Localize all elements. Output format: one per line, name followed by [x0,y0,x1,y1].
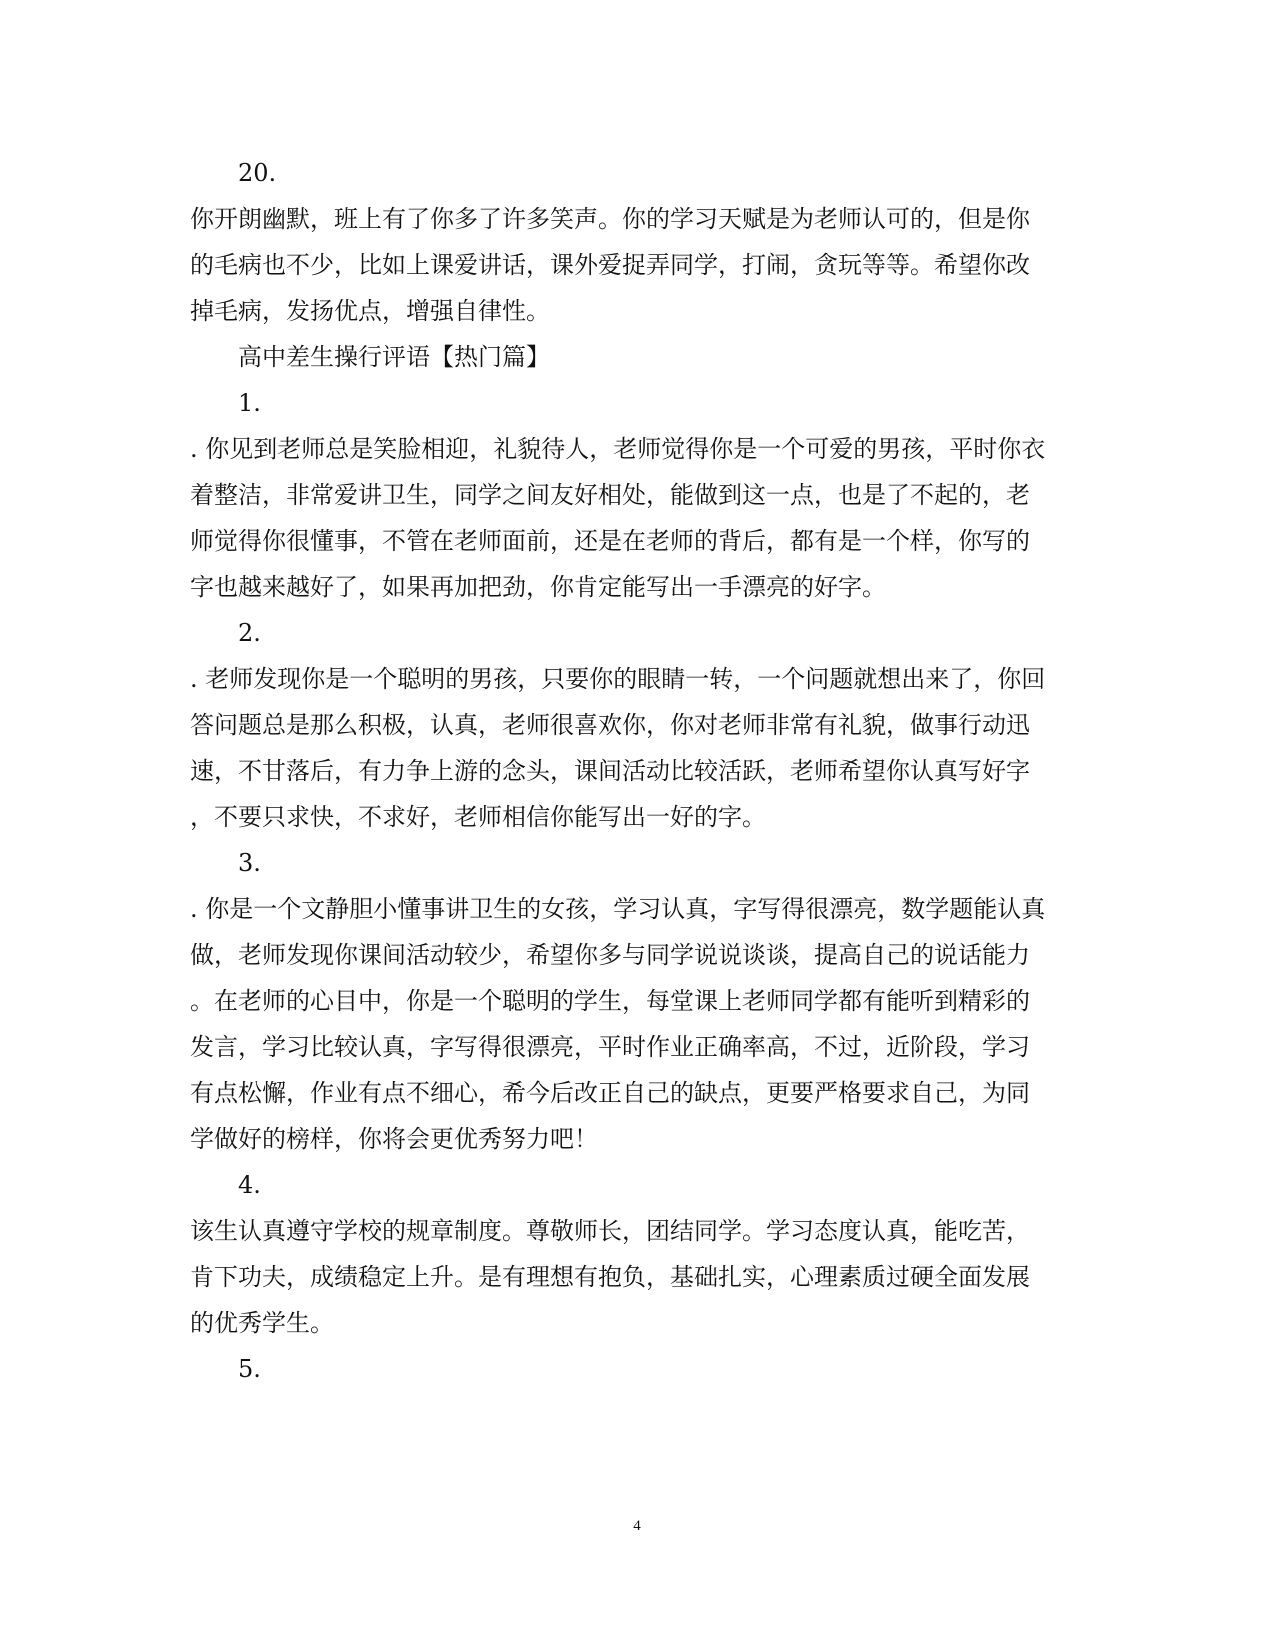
text-line: ，不要只求快，不求好，老师相信你能写出一好的字。 [190,803,766,831]
item-number-20: 20. [238,159,277,187]
text-line: 该生认真遵守学校的规章制度。尊敬师长，团结同学。学习态度认真，能吃苦， [190,1217,1030,1245]
text-line: 你开朗幽默，班上有了你多了许多笑声。你的学习天赋是为老师认可的，但是你 [190,205,1030,233]
text-line: . 老师发现你是一个聪明的男孩，只要你的眼睛一转，一个问题就想出来了，你回 [190,665,1046,693]
text-line: 。在老师的心目中，你是一个聪明的学生，每堂课上老师同学都有能听到精彩的 [190,987,1030,1015]
text-line: 速，不甘落后，有力争上游的念头，课间活动比较活跃，老师希望你认真写好字 [190,757,1030,785]
text-line: 掉毛病，发扬优点，增强自律性。 [190,297,550,325]
text-line: 发言，学习比较认真，字写得很漂亮，平时作业正确率高，不过，近阶段，学习 [190,1033,1030,1061]
item-number-3: 3. [238,849,261,877]
item-number-2: 2. [238,619,261,647]
text-line: 学做好的榜样，你将会更优秀努力吧！ [190,1125,598,1153]
text-line: 字也越来越好了，如果再加把劲，你肯定能写出一手漂亮的好字。 [190,573,886,601]
text-line: . 你是一个文静胆小懂事讲卫生的女孩，学习认真，字写得很漂亮，数学题能认真 [190,895,1046,923]
section-heading: 高中差生操行评语【热门篇】 [238,343,550,371]
text-line: 答问题总是那么积极，认真，老师很喜欢你，你对老师非常有礼貌，做事行动迅 [190,711,1030,739]
text-line: 的优秀学生。 [190,1309,334,1337]
item-number-1: 1. [238,389,261,417]
text-line: . 你见到老师总是笑脸相迎，礼貌待人，老师觉得你是一个可爱的男孩，平时你衣 [190,435,1046,463]
text-line: 着整洁，非常爱讲卫生，同学之间友好相处，能做到这一点，也是了不起的，老 [190,481,1030,509]
text-line: 做，老师发现你课间活动较少，希望你多与同学说说谈谈，提高自己的说话能力 [190,941,1030,969]
page-number: 4 [633,1518,641,1534]
text-line: 的毛病也不少，比如上课爱讲话，课外爱捉弄同学，打闹，贪玩等等。希望你改 [190,251,1030,279]
text-line: 师觉得你很懂事，不管在老师面前，还是在老师的背后，都有是一个样，你写的 [190,527,1030,555]
item-number-5: 5. [238,1355,261,1383]
item-number-4: 4. [238,1171,261,1199]
text-line: 有点松懈，作业有点不细心，希今后改正自己的缺点，更要严格要求自己，为同 [190,1079,1030,1107]
text-line: 肯下功夫，成绩稳定上升。是有理想有抱负，基础扎实，心理素质过硬全面发展 [190,1263,1030,1291]
